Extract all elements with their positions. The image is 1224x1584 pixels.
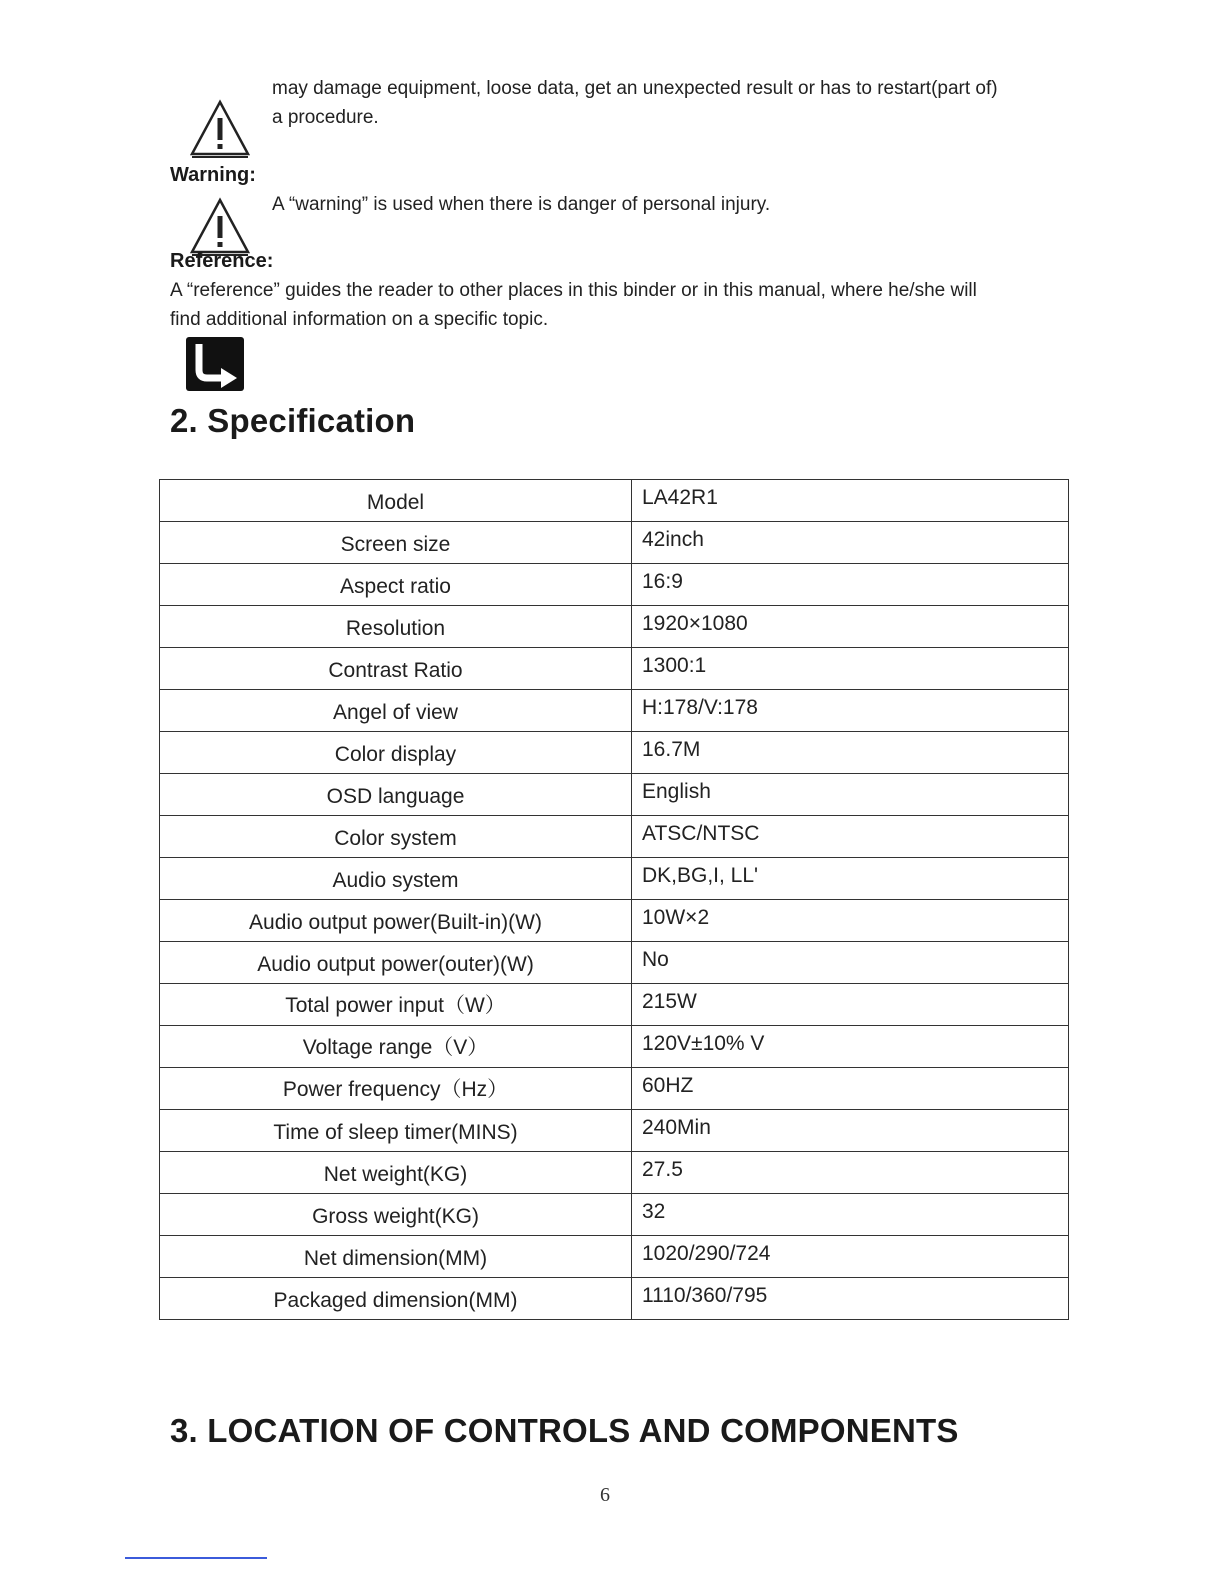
section-3-title: 3. LOCATION OF CONTROLS AND COMPONENTS [170,1412,959,1449]
caution-text-line2: a procedure. [272,107,379,128]
spec-value: 16.7M [632,732,1069,774]
spec-value: English [632,774,1069,816]
table-row [160,1152,1069,1194]
warning-text: A “warning” is used when there is danger of personal injury. [272,194,771,215]
spec-key: Aspect ratio [160,564,632,606]
spec-value: DK,BG,I, LL' [632,858,1069,900]
spec-value: 42inch [632,522,1069,564]
spec-value: 120V±10% V [632,1026,1069,1068]
table-row [160,1026,1069,1068]
footer-line [125,1557,267,1559]
spec-value: 60HZ [632,1068,1069,1110]
spec-key: Net dimension(MM) [160,1236,632,1278]
spec-key: Voltage range（V） [160,1026,632,1068]
spec-key: Model [160,480,632,522]
table-row [160,1110,1069,1152]
spec-key: Resolution [160,606,632,648]
reference-label: Reference: [170,250,274,272]
spec-key: Audio system [160,858,632,900]
spec-value: H:178/V:178 [632,690,1069,732]
table-row [160,858,1069,900]
table-row [160,606,1069,648]
table-row [160,1068,1069,1110]
spec-value: LA42R1 [632,480,1069,522]
reference-arrow-icon [185,336,245,392]
spec-value: 1920×1080 [632,606,1069,648]
reference-text-line1: A “reference” guides the reader to other places in this binder or in this manual, where he/she will [170,280,977,301]
spec-key: Time of sleep timer(MINS) [160,1110,632,1152]
specification-table [159,479,1069,1320]
spec-key: Gross weight(KG) [160,1194,632,1236]
spec-key: Net weight(KG) [160,1152,632,1194]
section-2-title: 2. Specification [170,402,416,439]
caution-text-line1: may damage equipment, loose data, get an unexpected result or has to restart(part of) [272,78,998,99]
table-row [160,480,1069,522]
spec-key: Screen size [160,522,632,564]
table-row [160,732,1069,774]
table-row [160,522,1069,564]
spec-key: Contrast Ratio [160,648,632,690]
table-row [160,564,1069,606]
reference-text-line2: find additional information on a specific topic. [170,309,549,330]
spec-key: Color system [160,816,632,858]
spec-key: Power frequency（Hz） [160,1068,632,1110]
caution-triangle-icon [188,98,252,160]
spec-value: 1020/290/724 [632,1236,1069,1278]
spec-value: 215W [632,984,1069,1026]
spec-key: Angel of view [160,690,632,732]
spec-key: Audio output power(outer)(W) [160,942,632,984]
spec-value: 32 [632,1194,1069,1236]
table-row [160,1236,1069,1278]
spec-key: Total power input（W） [160,984,632,1026]
spec-key: OSD language [160,774,632,816]
table-row [160,774,1069,816]
table-row [160,942,1069,984]
spec-value: ATSC/NTSC [632,816,1069,858]
spec-value: 240Min [632,1110,1069,1152]
table-row [160,984,1069,1026]
spec-value: 1110/360/795 [632,1278,1069,1320]
table-row [160,648,1069,690]
warning-label: Warning: [170,164,256,186]
page-number: 6 [600,1484,610,1506]
table-row [160,900,1069,942]
spec-key: Packaged dimension(MM) [160,1278,632,1320]
spec-value: 27.5 [632,1152,1069,1194]
spec-value: 1300:1 [632,648,1069,690]
table-row [160,690,1069,732]
spec-key: Audio output power(Built-in)(W) [160,900,632,942]
warning-triangle-icon [188,196,252,258]
table-row [160,816,1069,858]
spec-key: Color display [160,732,632,774]
table-row [160,1194,1069,1236]
spec-value: 16:9 [632,564,1069,606]
spec-value: 10W×2 [632,900,1069,942]
table-row [160,1278,1069,1320]
spec-value: No [632,942,1069,984]
